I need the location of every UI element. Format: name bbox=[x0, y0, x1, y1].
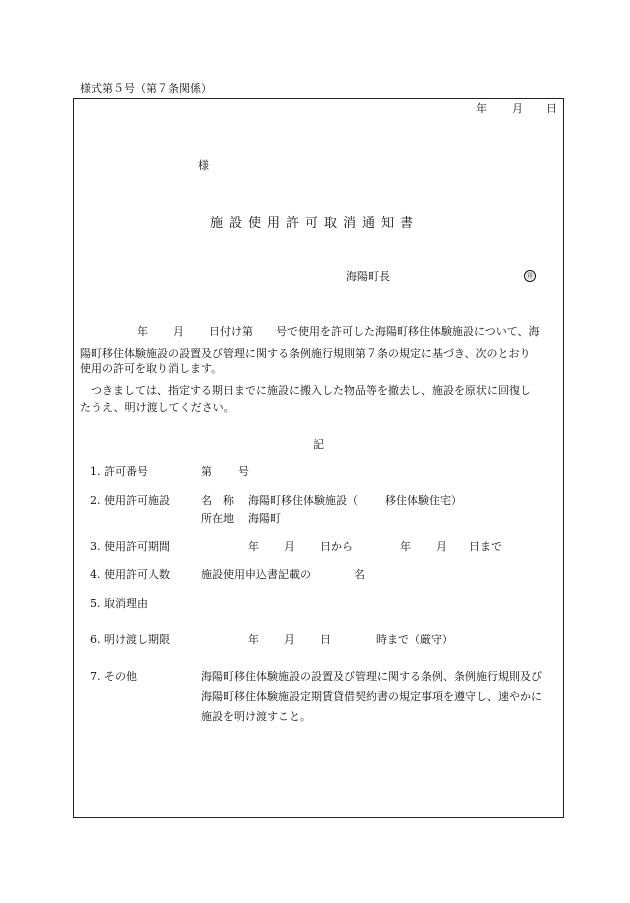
date-year: 年 bbox=[476, 102, 487, 115]
item-6-day: 日 bbox=[320, 633, 331, 646]
item-2-name-value: 海陽町移住体験施設（ bbox=[248, 494, 358, 507]
body-month: 月 bbox=[173, 325, 184, 338]
item-4-text: 施設使用申込書記載の bbox=[201, 568, 311, 581]
body-year: 年 bbox=[137, 325, 148, 338]
item-2-name-suffix: 移住体験住宅） bbox=[385, 494, 462, 507]
document-title: 施設使用許可取消通知書 bbox=[210, 216, 420, 231]
date-day: 日 bbox=[546, 102, 557, 115]
item-4-label: 4. 使用許可人数 bbox=[90, 568, 170, 581]
document-frame bbox=[73, 98, 564, 818]
item-3-day-from: 日から bbox=[320, 540, 353, 553]
ki-heading: 記 bbox=[313, 438, 324, 451]
body-dated: 日付け第 bbox=[209, 325, 253, 338]
body-p2-line2: たうえ、明け渡してください。 bbox=[80, 401, 235, 414]
item-2-loc-label: 所在地 bbox=[201, 512, 234, 525]
item-3-month2: 月 bbox=[436, 540, 447, 553]
date-month: 月 bbox=[512, 102, 523, 115]
body-p2-line1: つきましては、指定する期日までに施設に搬入した物品等を撤去し、施設を原状に回復し bbox=[80, 384, 531, 397]
item-1-dai: 第 bbox=[201, 465, 212, 478]
item-2-label: 2. 使用許可施設 bbox=[90, 494, 170, 507]
item-4-unit: 名 bbox=[354, 568, 365, 581]
item-3-year1: 年 bbox=[248, 540, 259, 553]
body-line3: 使用の許可を取り消します。 bbox=[80, 362, 223, 375]
item-3-month1: 月 bbox=[284, 540, 295, 553]
issuer-name: 海陽町長 bbox=[346, 270, 390, 283]
item-7-line2: 海陽町移住体験施設定期賃貸借契約書の規定事項を遵守し、速やかに bbox=[201, 690, 542, 703]
item-3-year2: 年 bbox=[400, 540, 411, 553]
item-1-label: 1. 許可番号 bbox=[90, 465, 148, 478]
form-label: 様式第５号（第７条関係） bbox=[80, 82, 212, 95]
body-line1-rest: 号で使用を許可した海陽町移住体験施設について、海 bbox=[276, 325, 540, 338]
item-7-label: 7. その他 bbox=[90, 670, 137, 683]
body-line2: 陽町移住体験施設の設置及び管理に関する条例施行規則第７条の規定に基づき、次のとおり bbox=[80, 347, 531, 360]
seal-mark bbox=[524, 268, 536, 282]
item-5-label: 5. 取消理由 bbox=[90, 597, 148, 610]
seal-icon: ㊞ bbox=[524, 270, 536, 282]
addressee-suffix: 様 bbox=[198, 159, 209, 172]
item-3-day-to: 日まで bbox=[469, 540, 502, 553]
item-7-line1: 海陽町移住体験施設の設置及び管理に関する条例、条例施行規則及び bbox=[201, 670, 542, 683]
item-6-label: 6. 明け渡し期限 bbox=[90, 633, 170, 646]
item-1-go: 号 bbox=[238, 465, 249, 478]
item-2-loc-value: 海陽町 bbox=[248, 512, 281, 525]
item-6-year: 年 bbox=[248, 633, 259, 646]
item-6-time: 時まで（厳守） bbox=[376, 633, 453, 646]
item-6-month: 月 bbox=[284, 633, 295, 646]
item-3-label: 3. 使用許可期間 bbox=[90, 540, 170, 553]
item-7-line3: 施設を明け渡すこと。 bbox=[201, 710, 311, 723]
item-2-name-label: 名 称 bbox=[201, 494, 234, 507]
